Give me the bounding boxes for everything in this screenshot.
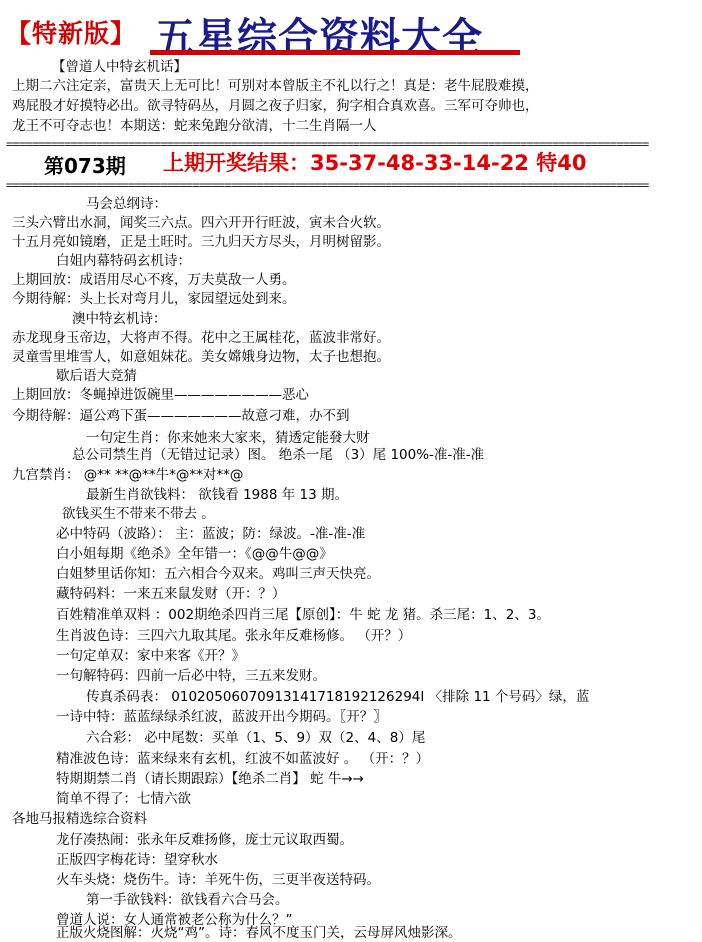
body-line: 一诗中特：蓝蓝绿绿杀红波，蓝波开出今期码。〖开？〗 <box>56 709 387 725</box>
intro-line: 鸡屁股才好摸特必出。欲寻特码丛，月圆之夜子归家，狗字相合真欢喜。三军可夺帅也， <box>12 98 539 114</box>
body-line: 精准波色诗：蓝来绿来有玄机，红波不如蓝波好 。 （开：？） <box>56 751 430 767</box>
body-line: 白姐内幕特码玄机诗： <box>56 253 191 269</box>
body-line: 灵童雪里堆雪人，如意姐妹花。美女嫦娥身边物，太子也想抱。 <box>12 349 390 365</box>
body-line: 三头六臂出水洞，闻奖三六点。四六开开行旺波，寅未合火软。 <box>12 215 390 231</box>
body-line: 必中特码（波路）： 主：蓝波；防：绿波。-准-准-准 <box>56 526 366 542</box>
body-line: 各地马报精选综合资料 <box>12 811 147 827</box>
page-title: 五星综合资料大全 <box>155 14 483 61</box>
title-underline <box>150 50 520 55</box>
intro-line: 上期二六注定亲，富贵天上无可比！可别对本曾版主不礼以行之！真是：老牛屁股难摸， <box>12 78 539 94</box>
edition-badge: 【特新版】 <box>6 19 137 48</box>
body-line: 赤龙现身玉帝边，大将声不得。花中之王属桂花，蓝波非常好。 <box>12 330 390 346</box>
body-line: 白小姐每期《绝杀》全年错一：《@@牛@@》 <box>56 546 333 562</box>
body-line: 正版四字梅花诗：望穿秋水 <box>56 852 218 868</box>
body-line: 六合彩： 必中尾数：买单（1、5、9）双（2、4、8）尾 <box>86 730 426 746</box>
body-line: 一句定单双：家中来客《开？》 <box>56 648 245 664</box>
body-line: 最新生肖欲钱料： 欲钱看 1988 年 13 期。 <box>86 487 348 503</box>
body-line: 第一手欲钱料：欲钱看六合马会。 <box>86 892 289 908</box>
body-line: 白姐梦里话你知：五六相合今双来。鸡叫三声天快亮。 <box>56 566 380 582</box>
body-line: 九宫禁肖： @** **@**牛*@**对**@ <box>12 467 244 483</box>
intro-heading: 【曾道人中特玄机话】 <box>52 59 187 75</box>
body-line: 龙仔凑热闹：张永年反难扬修，庞士元议取西蜀。 <box>56 832 353 848</box>
body-line: 百姓精准单双料 ：002期绝杀四肖三尾【原创】：牛 蛇 龙 猪。杀三尾：1、2、3。 <box>56 607 550 623</box>
body-line: 上期回放：冬蝇掉进饭碗里————————恶心 <box>12 387 309 403</box>
issue-number: 第073期 <box>44 154 126 178</box>
body-line: 藏特码料：一来五来鼠发财（开：？） <box>56 586 286 602</box>
body-line: 欲钱买生不带来不带去 。 <box>62 506 215 522</box>
body-line: 特期期禁二肖（请长期跟踪）【绝杀二肖】 蛇 牛→→ <box>56 771 364 787</box>
last-result: 上期开奖结果：35-37-48-33-14-22 特40 <box>163 151 587 175</box>
body-line: 歇后语大竞猜 <box>56 368 137 384</box>
body-line: 上期回放：成语用尽心不疼，万夫莫敌一人勇。 <box>12 272 296 288</box>
body-line: 今期待解：头上长对弯月儿，家园望远处到来。 <box>12 291 296 307</box>
body-line: 澳中特玄机诗： <box>72 311 167 327</box>
body-line: 简单不得了：七情六欲 <box>56 791 191 807</box>
body-line: 生肖波色诗：三四六九取其尾。张永年反难杨修。 （开？） <box>56 628 412 644</box>
body-line: 十五月亮如镜磨，正是土旺时。三九归天方尽头，月明树留影。 <box>12 234 390 250</box>
body-line: 一句定生肖：你来她来大家来，猜透定能發大财 <box>86 430 370 446</box>
body-line: 总公司禁生肖（无错过记录）图。 绝杀一尾 （3）尾 100%-准-准-准 <box>72 447 485 463</box>
body-line: 曾道人说：女人通常被老公称为什么？” <box>56 912 293 928</box>
body-line: 正版火烧图解：火烧“鸡”。诗：春风不度玉门关，云母屏风烛影深。 <box>56 925 462 941</box>
separator-rule: ==================================================================================================== <box>6 181 649 189</box>
body-line: 一句解特码：四前一后必中特，三五来发财。 <box>56 668 326 684</box>
body-line: 火车头烧：烧伤牛。诗：羊死牛伤，三更半夜送特码。 <box>56 872 380 888</box>
body-line: 传真杀码表： 01020506070913141718192126294I 〈排除 11 个号码〉绿，蓝 <box>86 689 590 705</box>
intro-line: 龙王不可夺志也！本期送：蛇来兔跑分欲清，十二生肖隔一人 <box>12 118 377 134</box>
body-line: 今期待解：逼公鸡下蛋———————故意刁难，办不到 <box>12 408 350 424</box>
separator-rule: ==================================================================================================== <box>6 140 649 148</box>
body-line: 马会总纲诗： <box>86 196 167 212</box>
